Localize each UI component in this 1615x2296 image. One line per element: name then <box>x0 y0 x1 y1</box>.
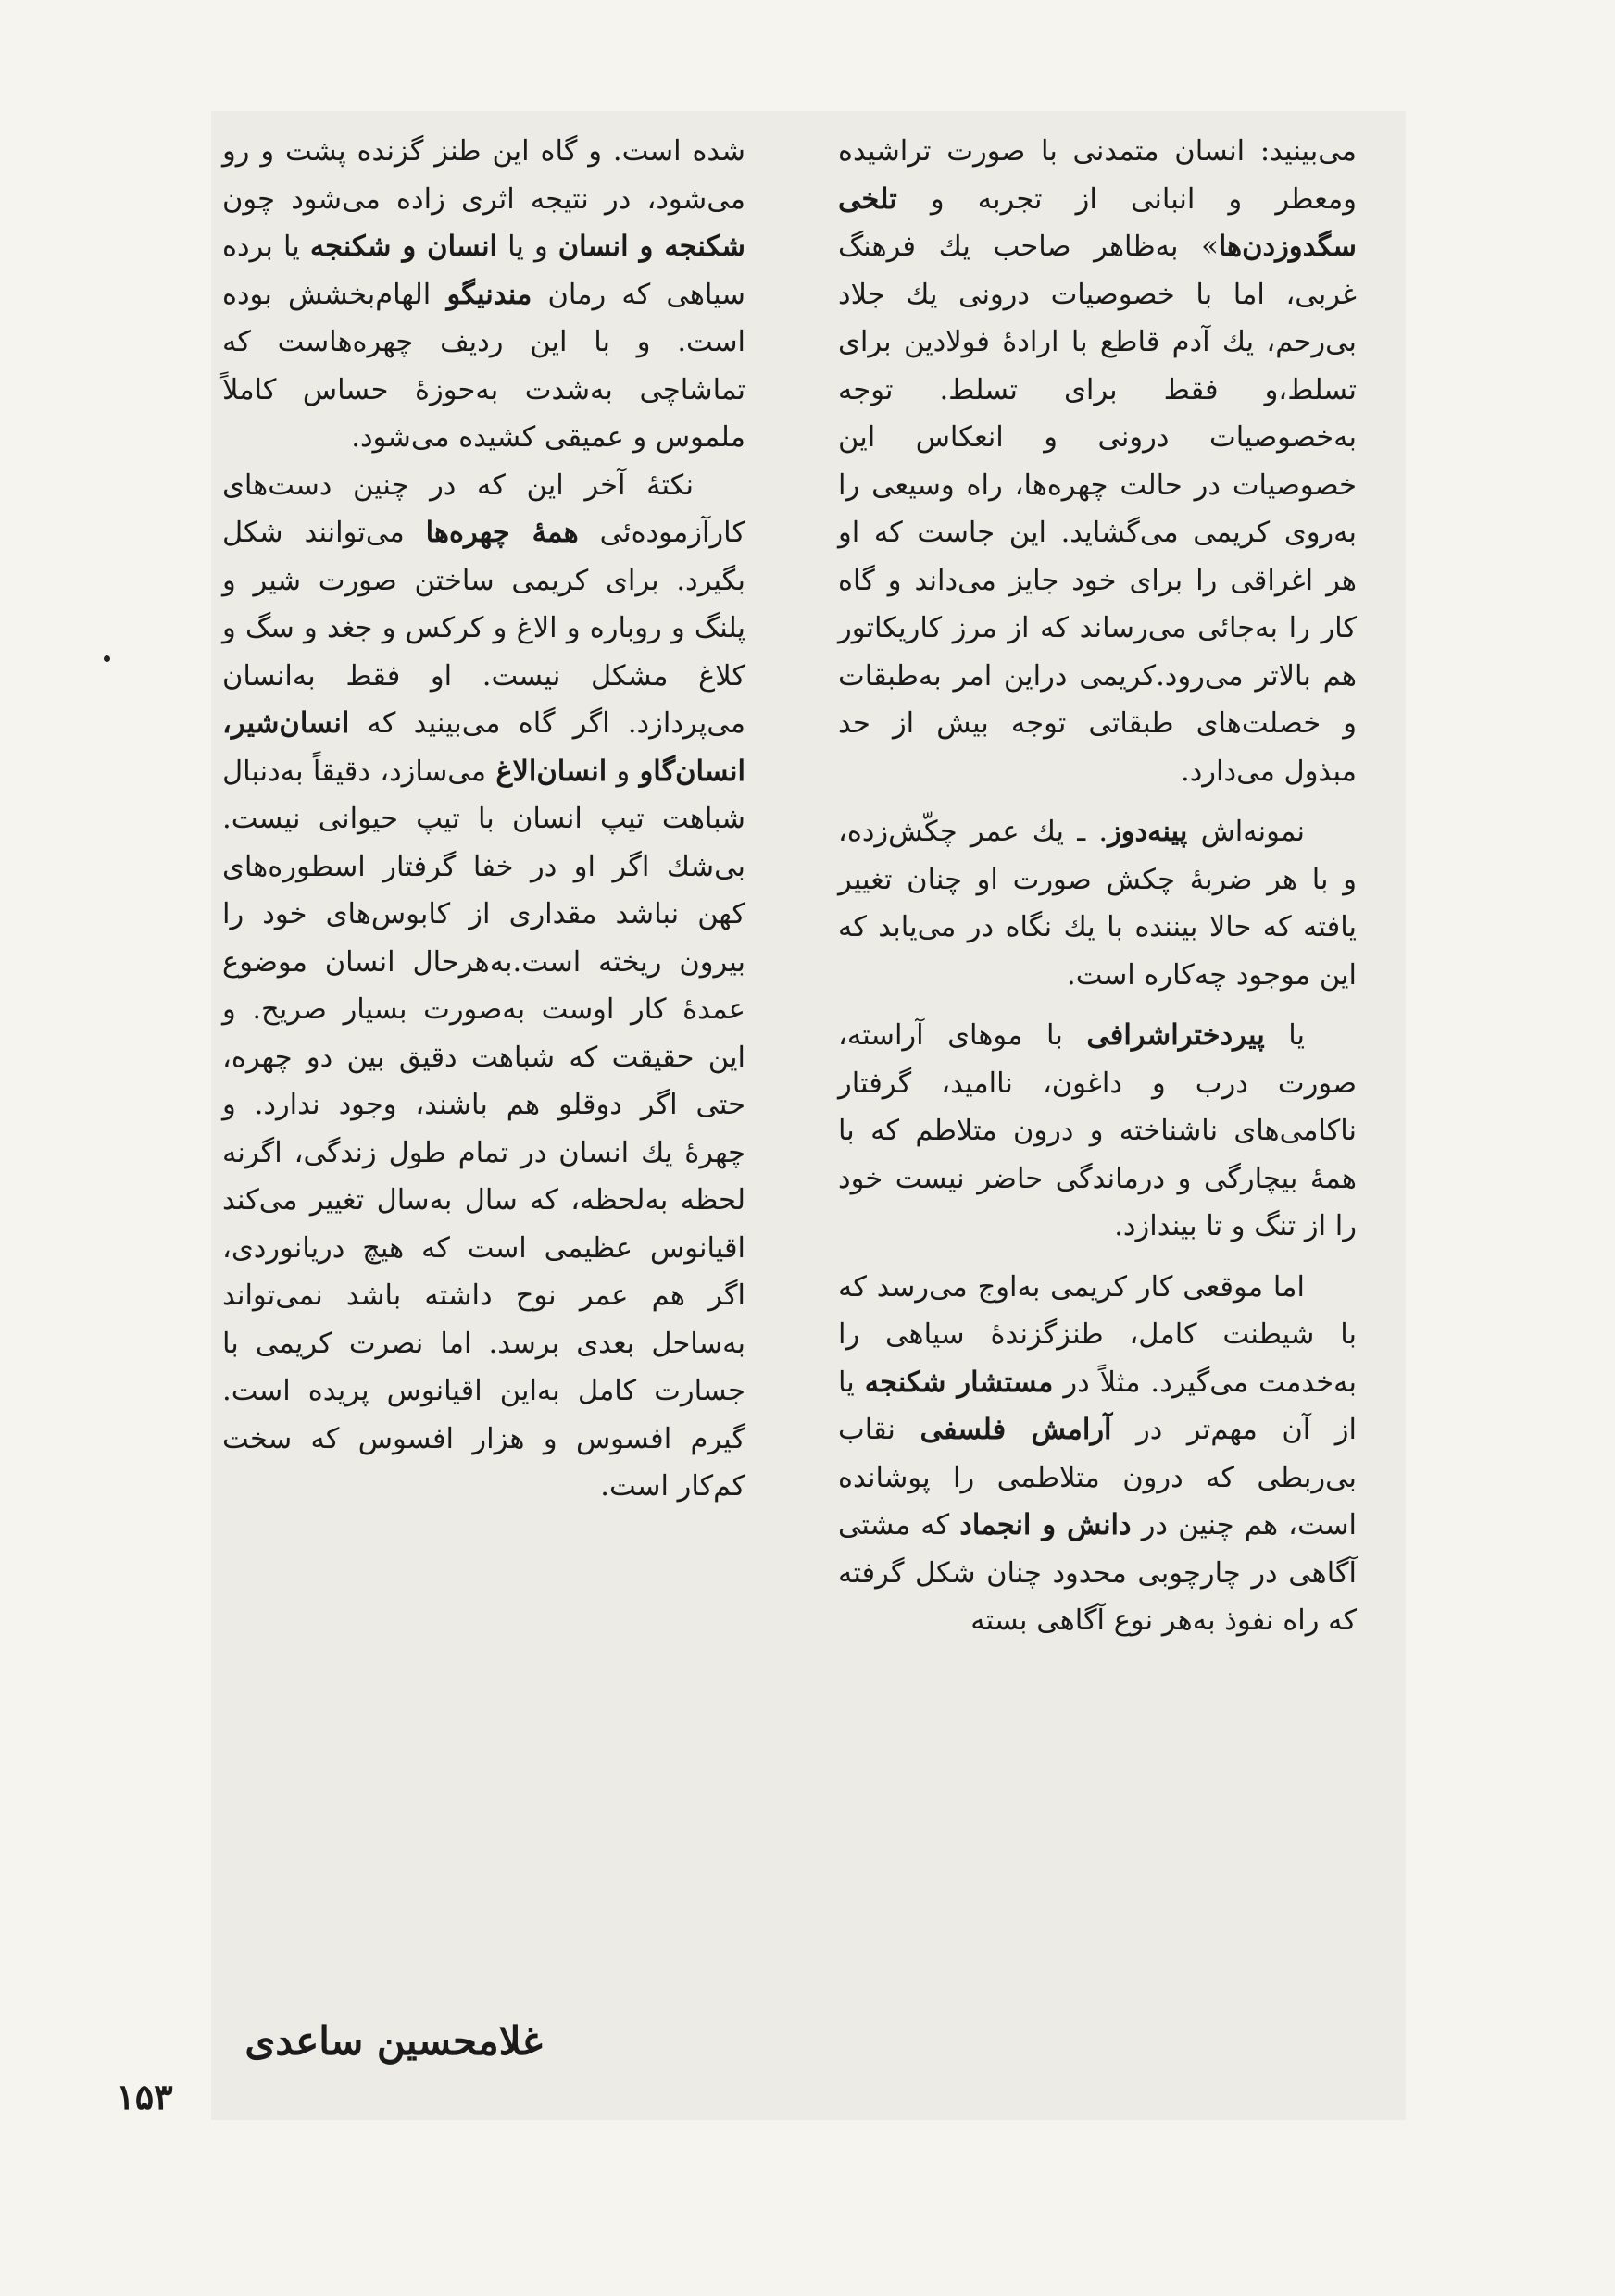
paragraph: نمونه‌اش پینه‌دوز. ـ یك عمر چکّش‌زده، و با هر ضربهٔ چکش صورت او چنان تغییر یافته که حالا بیننده با یك نگاه در می‌یابد که این موجود چه‌کاره است. <box>838 815 1357 992</box>
bold-phrase: انسان و شکنجه <box>309 230 498 263</box>
bold-phrase: تلخی سگدوزدن‌ها <box>838 181 1357 263</box>
bold-phrase: دانش و انجماد <box>959 1508 1132 1541</box>
bold-phrase: شکنجه و انسان <box>557 230 745 263</box>
paragraph: می‌بینید: انسان متمدنی با صورت تراشیده ومعطر و انبانی از تجربه و تلخی سگدوزدن‌ها» به‌ظاهر صاحب یك فرهنگ غربی، اما با خصوصیات درونی یك جلاد بی‌رحم، یك آدم قاطع با ارادهٔ فولادین برای تسلط،و فقط برای تسلط. توجه به‌خصوصیات درونی و انعکاس این خصوصیات در حالت چهره‌ها، راه وسیعی را به‌روی کریمی می‌گشاید. این جاست که او هر اغراقی را برای خود جایز می‌داند و گاه کار را به‌جائی می‌رساند که از مرز کاریکاتور هم بالاتر می‌رود.کریمی دراین امر به‌طبقات و خصلت‌های طبقاتی توجه بیش از حد مبذول می‌دارد. <box>838 135 1357 788</box>
bold-phrase: مندنیگو <box>446 277 532 311</box>
right-column <box>838 128 1357 1645</box>
bold-phrase: پیردختراشرافی <box>1086 1018 1265 1052</box>
paragraph: اما موقعی کار کریمی به‌اوج می‌رسد که با شیطنت کامل، طنزگزندهٔ سیاهی را به‌خدمت می‌گیرد. مثلاً در مستشار شکنجه یا از آن مهم‌تر در آرامش فلسفی نقاب بی‌ربطی که درون متلاطمی را پوشانده است، هم چنین در دانش و انجماد که مشتی آگاهی در چارچوبی محدود چنان شکل گرفته که راه نفوذ به‌هر نوع آگاهی بسته <box>838 1270 1357 1637</box>
bold-phrase: انسان‌شیر، انسان‌گاو <box>222 706 745 788</box>
page-number: ۱۵۳ <box>116 2076 173 2117</box>
bold-phrase: پینه‌دوز <box>1108 815 1188 848</box>
left-column <box>222 128 745 1511</box>
paragraph: نکتهٔ آخر این که در چنین دست‌های کارآزموده‌ئی همهٔ چهره‌ها می‌توانند شکل بگیرد. برای کریمی ساختن صورت شیر و پلنگ و روباره و الاغ و کرکس و جغد و سگ و کلاغ مشکل نیست. او فقط به‌انسان می‌پردازد. اگر گاه می‌بینید که انسان‌شیر، انسان‌گاو و انسان‌الاغ می‌سازد، دقیقاً به‌دنبال شباهت تیپ انسان با تیپ حیوانی نیست. بی‌شك اگر او در خفا گرفتار اسطوره‌های کهن نباشد مقداری از کابوس‌های خود را بیرون ریخته است.به‌هرحال انسان موضوع عمدهٔ کار اوست به‌صورت بسیار صریح. و این حقیقت که شباهت دقیق بین دو چهره، حتی اگر دوقلو هم باشند، وجود ندارد. و چهرهٔ یك انسان در تمام طول زندگی، اگرنه لحظه به‌لحظه، که سال به‌سال تغییر می‌کند اقیانوس عظیمی است که هیچ دریانوردی، اگر هم عمر نوح داشته باشد نمی‌تواند به‌ساحل بعدی برسد. اما نصرت کریمی با جسارت کامل به‌این اقیانوس پریده است. گیرم افسوس و هزار افسوس که سخت کم‌کار است. <box>222 468 745 1503</box>
paragraph: شده است. و گاه این طنز گزنده پشت و رو می‌شود، در نتیجه اثری زاده می‌شود چون شکنجه و انسان و یا انسان و شکنجه یا برده سیاهی که رمان مندنیگو الهام‌بخشش بوده است. و با این ردیف چهره‌هاست که تماشاچی به‌شدت به‌حوزهٔ حساس کاملاً ملموس و عمیقی کشیده می‌شود. <box>222 135 745 454</box>
bold-phrase: انسان‌الاغ <box>495 754 607 788</box>
paragraph: یا پیردختراشرافی با موهای آراسته، صورت درب و داغون، ناامید، گرفتار ناکامی‌های ناشناخته و درون متلاطم که با همهٔ بیچارگی و درماندگی حاضر نیست خود را از تنگ و تا بیندازد. <box>838 1018 1357 1242</box>
margin-dot <box>104 655 110 662</box>
bold-phrase: آرامش فلسفی <box>920 1413 1112 1446</box>
bold-phrase: همهٔ چهره‌ها <box>425 516 579 549</box>
bold-phrase: مستشار شکنجه <box>864 1365 1054 1399</box>
author-signature: غلامحسین ساعدی <box>244 2018 543 2064</box>
